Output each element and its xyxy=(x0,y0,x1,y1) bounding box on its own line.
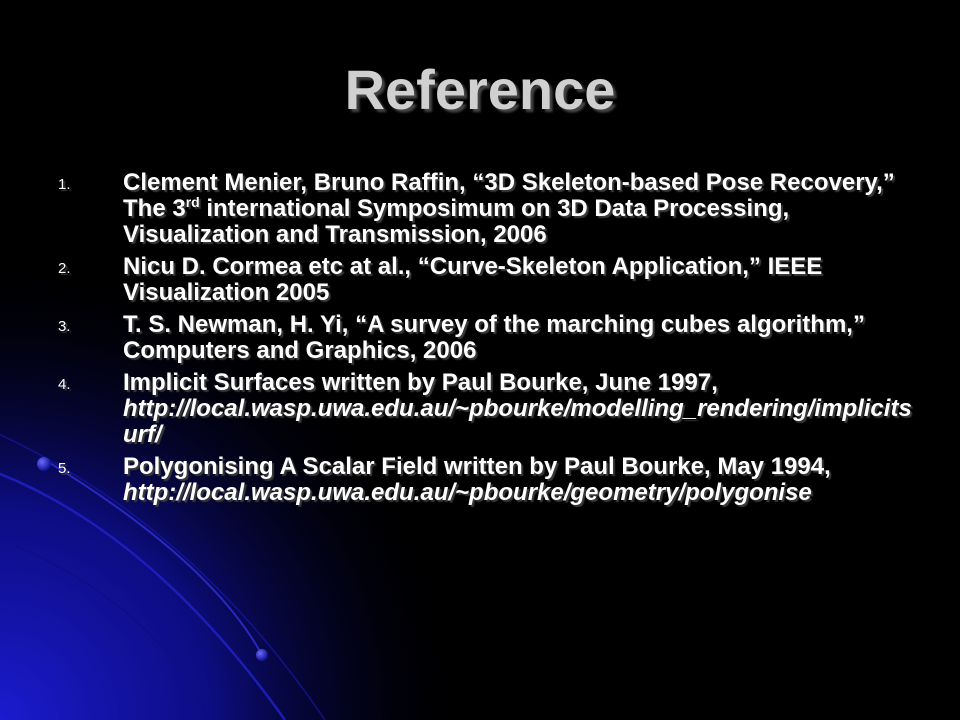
reference-item-3 xyxy=(44,312,924,364)
reference-item-5 xyxy=(44,454,924,506)
slide-title: Reference xyxy=(344,58,616,121)
reference-text: Nicu D. Cormea etc at al., “Curve-Skeleton Application,” IEEE Visualization 2005 xyxy=(123,253,823,306)
reference-url-link[interactable]: http://local.wasp.uwa.edu.au/~pbourke/geometry/polygonise xyxy=(123,479,812,506)
list-number: 1. xyxy=(58,176,71,193)
reference-item-2 xyxy=(44,254,924,306)
list-number: 4. xyxy=(58,376,71,393)
decorative-dot-2 xyxy=(256,649,268,661)
reference-item-1 xyxy=(44,170,924,248)
reference-description: Polygonising A Scalar Field written by Paul Bourke, May 1994, xyxy=(123,453,831,480)
reference-item-4 xyxy=(44,370,924,448)
reference-text: T. S. Newman, H. Yi, “A survey of the marching cubes algorithm,” Computers and Graphics, 2006 xyxy=(123,311,865,364)
reference-description: Implicit Surfaces written by Paul Bourke, June 1997, xyxy=(123,369,718,396)
list-number: 3. xyxy=(58,318,71,335)
reference-text-part: Clement Menier, Bruno Raffin, “3D Skeleton-based Pose Recovery,” The 3 xyxy=(123,169,895,222)
reference-text-part: international Symposimum on 3D Data Processing, Visualization and Transmission, 2006 xyxy=(123,195,790,248)
reference-list xyxy=(44,170,924,512)
list-number: 2. xyxy=(58,260,71,277)
list-number: 5. xyxy=(58,460,71,477)
reference-text xyxy=(123,454,924,506)
reference-text xyxy=(123,370,924,448)
reference-text xyxy=(123,170,924,248)
ordinal-superscript: rd xyxy=(185,194,200,210)
reference-url-link[interactable]: http://local.wasp.uwa.edu.au/~pbourke/modelling_rendering/implicitsurf/ xyxy=(123,395,912,448)
